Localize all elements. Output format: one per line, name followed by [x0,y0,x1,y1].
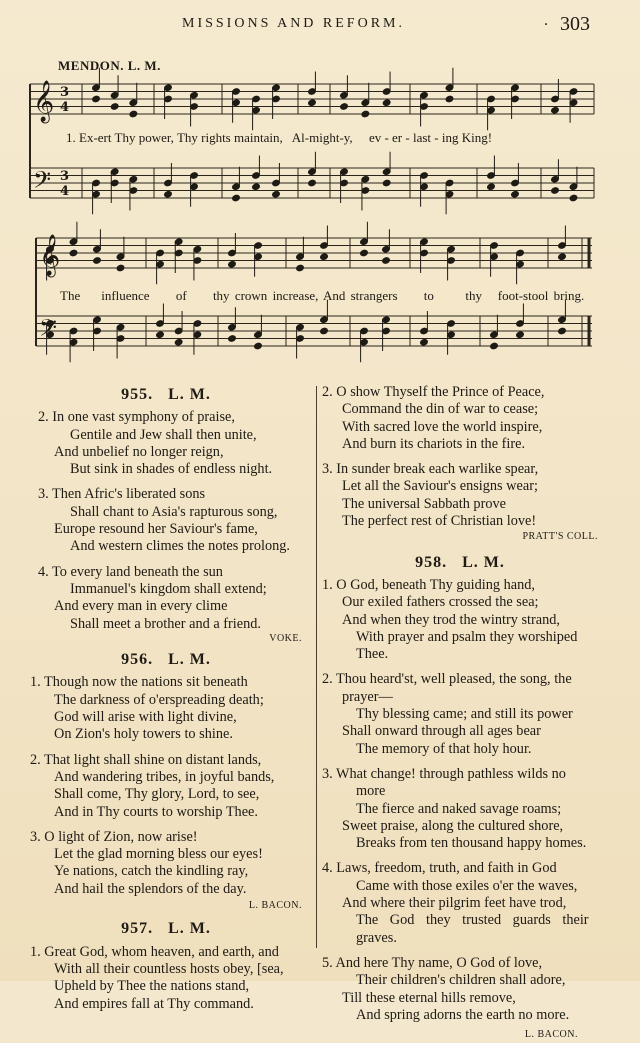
verse-line: God will arise with light divine, [54,709,237,726]
verse-line: Shall meet a brother and a friend. [70,615,261,632]
hymn-meter: L. M. [168,651,211,669]
verse-line: The darkness of o'erspreading death; [54,691,264,708]
lyric-word: bring. [553,288,585,303]
note-head [164,190,173,198]
verse-line: 4. Laws, freedom, truth, and faith in God [322,860,557,877]
verse-line: Shall chant to Asia's rapturous song, [70,503,278,520]
verse-line: And every man in every clime [54,598,228,615]
treble-clef: 𝄞 [33,81,55,122]
header-dot: . [544,12,548,29]
note-head [252,183,261,191]
verse [30,829,302,898]
verse-line: With prayer and psalm they worshiped [356,628,578,645]
verse-line: And when they trod the wintry strand, [342,611,560,628]
verse [322,577,598,663]
note-head [254,342,263,350]
verse-line: With all their countless hosts obey, [sea, [54,960,284,977]
verse-line: 2. That light shall shine on distant lands, [30,751,262,768]
note-head [445,95,454,103]
note-head [320,327,329,335]
verse-line: Let all the Saviour's ensigns wear; [342,478,538,495]
verse-line: And empires fall at Thy command. [54,995,254,1012]
right-column [322,384,598,1043]
verse-line: Shall onward through all ages bear [342,723,541,740]
note-head [487,183,496,191]
note-head [360,249,369,257]
verse-line: Command the din of war to cease; [342,401,539,418]
verse [322,766,598,852]
verse-line: Thee. [356,646,389,663]
verse-line: And spring adorns the earth no more. [356,1006,570,1023]
verse-line: 3. Then Afric's liberated sons [38,486,206,503]
verse [30,674,302,743]
verse-line: And western climes the notes prolong. [70,538,290,555]
verse-line: Shall come, Thy glory, Lord, to see, [54,786,260,803]
note-head [490,342,499,350]
bass-clef: 𝄢 [39,314,58,347]
verse-line: The fierce and naked savage roams; [356,800,562,817]
verse-line: Breaks from ten thousand happy homes. [356,835,587,852]
note-head [382,257,391,265]
verse-line: Europe resound her Saviour's fame, [54,521,258,538]
verse-line: 5. And here Thy name, O God of love, [322,954,543,971]
verse-line: Immanuel's kingdom shall extend; [70,580,267,597]
section-title: MISSIONS AND REFORM. [182,16,405,31]
verse-line: more [356,783,386,800]
lyric-word: crown [234,288,268,303]
note-head [272,190,281,198]
lyric-word: foot-stool [497,288,549,303]
note-head [511,190,520,198]
lyric-word: The [60,288,81,303]
bass-clef: 𝄢 [33,166,52,199]
tune-name: MENDON. L. M. [58,58,161,73]
hymn-meter: L. M. [168,386,211,403]
hymn-meter: L. M. [462,553,505,571]
attribution: PRATT'S COLL. [522,531,598,543]
attribution: VOKE. [269,632,302,644]
note-head [558,253,567,261]
page-number: 303 [560,13,590,35]
note-head [228,335,237,343]
lyric-word: ev - er - last - ing King! [368,130,493,145]
hymn-heading [30,386,302,403]
hymn-number: 957. [121,920,154,938]
verse [30,752,302,821]
verse [30,409,302,478]
lyrics-line-1 [66,130,492,146]
lyrics-line-2 [60,288,584,304]
verse-line: Sweet praise, along the cultured shore, [342,817,564,834]
verse-line: And where their pilgrim feet have trod, [342,895,567,912]
time-signature: 3 [60,169,70,184]
time-signature: 4 [60,184,70,199]
verse-line: 1. Though now the nations sit beneath [30,674,248,691]
lyric-word: Thy power, [114,130,174,145]
verse-line: prayer— [342,688,393,705]
note-head [308,179,317,187]
verse-line: With sacred love the world inspire, [342,418,543,435]
verse [322,860,598,946]
hymn-heading [30,651,302,668]
verse-line: graves. [356,929,397,946]
hymn-heading [322,554,598,571]
verse-line: 4. To every land beneath the sun [38,563,223,580]
note-head [340,103,349,111]
note-head [382,179,391,187]
verse-line: But sink in shades of endless night. [70,461,273,478]
verse-line: Their children's children shall adore, [356,972,566,989]
verse [322,955,598,1024]
note-head [156,331,165,339]
verse-line: And burn its chariots in the fire. [342,435,526,452]
verse-line: The perfect rest of Christian love! [342,513,537,530]
note-head [558,327,567,335]
note-head [320,253,329,261]
verse-line: 3. In sunder break each warlike spear, [322,461,539,478]
hymn-number: 958. [415,553,448,571]
note-head [382,99,391,107]
hymn-meter: L. M. [168,920,211,938]
hymn-heading [30,920,302,937]
verse-line: The memory of that holy hour. [356,740,532,757]
note-head [228,260,237,268]
note-head [93,257,102,265]
hymn-number: 955. [121,386,154,403]
verse-line: And in Thy courts to worship Thee. [54,803,258,820]
verse-line: Came with those exiles o'er the waves, [356,877,578,894]
lyric-word: to [423,288,434,303]
note-head [551,106,560,114]
note-head [569,194,578,202]
note-head [129,110,138,118]
verse-line: And wandering tribes, in joyful bands, [54,768,275,785]
treble-clef: 𝄞 [39,235,61,276]
lyric-word: influence [101,288,150,303]
lyric-word: And strangers [322,288,398,303]
note-head [361,110,370,118]
verse-line: 2. Thou heard'st, well pleased, the song, the [322,671,572,688]
verse [30,564,302,633]
verse [322,461,598,530]
lyric-word: of [175,288,187,303]
column-divider [316,386,317,948]
verse [30,486,302,555]
verse-line: Our exiled fathers crossed the sea; [342,594,539,611]
lyric-word: increase, [272,288,319,303]
note-head [516,331,525,339]
note-head [551,187,560,195]
verse-line: Thy blessing came; and still its power [356,706,573,723]
verse-line: Upheld by Thee the nations stand, [54,978,250,995]
verse-line: 1. Great God, whom heaven, and earth, and [30,943,279,960]
note-head [110,103,119,111]
verse-line: 2. O show Thyself the Prince of Peace, [322,384,545,400]
verse-line: 1. O God, beneath Thy guiding hand, [322,576,535,593]
lyric-word: Thy rights maintain, [176,130,283,145]
verse [30,944,302,1013]
verse-line: On Zion's holy towers to shine. [54,726,233,743]
note-head [92,95,101,103]
note-head [174,338,183,346]
verse-line: 3. O light of Zion, now arise! [30,828,198,845]
hymn-number: 956. [121,651,154,669]
time-signature: 4 [60,100,70,115]
verse-line: Let the glad morning bless our eyes! [54,846,263,863]
note-head [420,338,429,346]
verse [322,671,598,757]
music-score [0,0,640,370]
note-head [69,249,78,257]
lyric-word: thy [212,288,230,303]
left-column [30,386,302,1013]
note-head [232,194,241,202]
verse-line: And hail the splendors of the day. [54,880,247,897]
lyric-word: thy [465,288,483,303]
verse-line: The God they trusted guards their [356,912,589,929]
verse-line: 3. What change! through pathless wilds no [322,765,566,782]
note-head [308,99,317,107]
verse-line: 2. In one vast symphony of praise, [38,409,235,426]
verse-line: Till these eternal hills remove, [342,989,516,1006]
verse [322,384,598,453]
lyric-word: 1. Ex-ert [66,130,112,145]
verse-line: Ye nations, catch the kindling ray, [54,863,249,880]
note-head [296,264,305,272]
note-head [116,264,125,272]
verse-line: Gentile and Jew shall then unite, [70,426,257,443]
lyric-word: Al-might-y, [291,130,353,145]
attribution: L. BACON. [248,900,302,912]
verse-line: And unbelief no longer reign, [54,443,224,460]
attribution: L. BACON. [524,1029,578,1041]
time-signature: 3 [60,85,70,100]
verse-line: The universal Sabbath prove [342,495,506,512]
